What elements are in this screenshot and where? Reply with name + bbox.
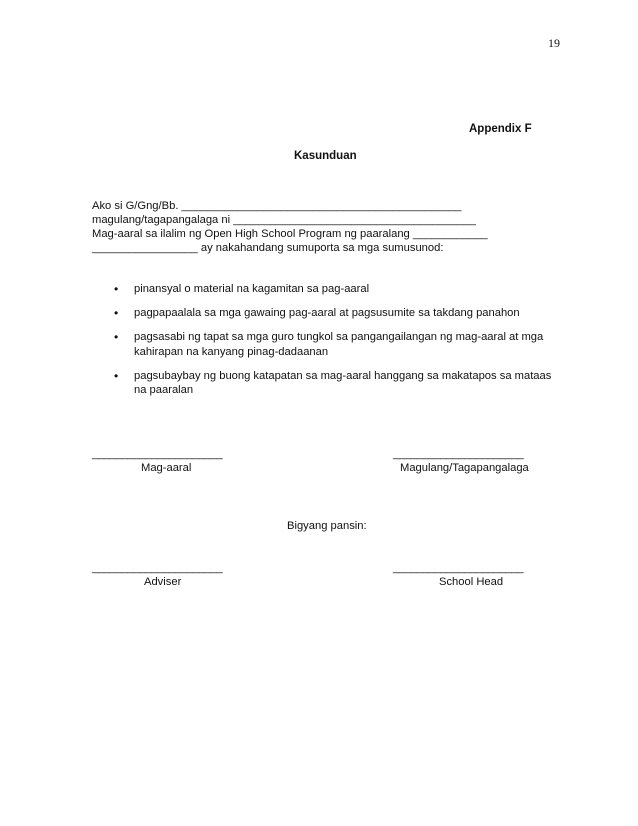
parent-signature-line: ______________________ bbox=[393, 448, 524, 460]
parent-label: Magulang/Tagapangalaga bbox=[400, 462, 529, 474]
intro-line-4: _________________ ay nakahandang sumuporta sa mga sumusunod: bbox=[92, 242, 444, 254]
adviser-label: Adviser bbox=[144, 576, 182, 588]
intro-line-1: Ako si G/Gng/Bb. _____________________________________________ bbox=[92, 200, 462, 212]
adviser-signature-line: ______________________ bbox=[92, 562, 223, 574]
list-item: • pagsasabi ng tapat sa mga guro tungkol sa pangangailangan ng mag-aaral at mga kahirapan na kanyang pinag-dadaanan bbox=[114, 330, 554, 359]
appendix-label: Appendix F bbox=[469, 123, 532, 135]
noted-label: Bigyang pansin: bbox=[287, 520, 367, 532]
list-item: • pagsubaybay ng buong katapatan sa mag-aaral hanggang sa makatapos sa mataas na paaralan bbox=[114, 369, 554, 398]
document-title: Kasunduan bbox=[294, 150, 357, 162]
student-label: Mag-aaral bbox=[141, 462, 192, 474]
list-item: • pinansyal o material na kagamitan sa pag-aaral bbox=[114, 282, 554, 297]
page-number: 19 bbox=[548, 36, 560, 50]
head-signature-line: ______________________ bbox=[393, 562, 524, 574]
intro-line-2: magulang/tagapangalaga ni _______________________________________ bbox=[92, 214, 476, 226]
head-label: School Head bbox=[439, 576, 504, 588]
list-item: • pagpapaalala sa mga gawaing pag-aaral at pagsusumite sa takdang panahon bbox=[114, 306, 554, 321]
commitment-list bbox=[114, 282, 554, 407]
student-signature-line: ______________________ bbox=[92, 448, 223, 460]
intro-line-3: Mag-aaral sa ilalim ng Open High School Program ng paaralang ____________ bbox=[92, 228, 488, 240]
